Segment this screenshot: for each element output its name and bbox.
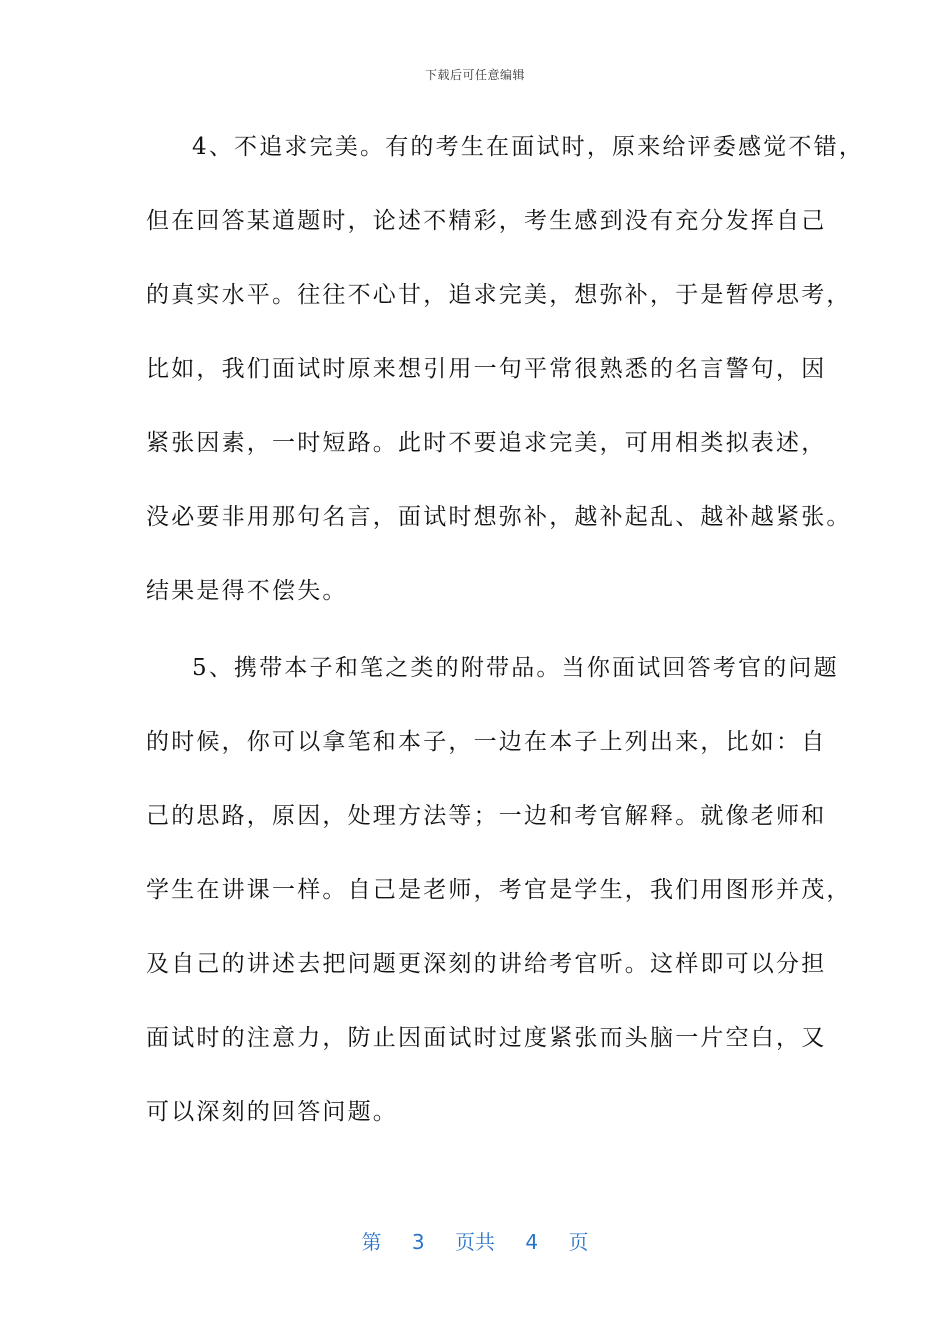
text-line: 比如，我们面试时原来想引用一句平常很熟悉的名言警句，因	[146, 356, 827, 382]
page-suffix: 页	[568, 1230, 589, 1254]
text-line: 的时候，你可以拿笔和本子，一边在本子上列出来，比如：自	[146, 729, 827, 755]
text-line: 没必要非用那句名言，面试时想弥补，越补起乱、越补越紧张。	[146, 504, 852, 530]
text-line: 的真实水平。往往不心甘，追求完美，想弥补，于是暂停思考，	[146, 282, 852, 308]
text-line: 但在回答某道题时，论述不精彩，考生感到没有充分发挥自己	[146, 208, 827, 234]
page-header: 下载后可任意编辑	[424, 68, 525, 82]
total-pages-number: 4	[525, 1230, 539, 1254]
text-line: 面试时的注意力，防止因面试时过度紧张而头脑一片空白，又	[146, 1025, 827, 1051]
text-line: 结果是得不偿失。	[146, 578, 348, 604]
page-middle: 页共	[455, 1230, 495, 1254]
text-line: 己的思路，原因，处理方法等；一边和考官解释。就像老师和	[146, 803, 827, 829]
page-prefix: 第	[361, 1230, 382, 1254]
text-line: 学生在讲课一样。自己是老师，考官是学生，我们用图形并茂，	[146, 877, 852, 903]
current-page-number: 3	[411, 1230, 425, 1254]
text-line: 4、不追求完美。有的考生在面试时，原来给评委感觉不错，	[192, 134, 865, 160]
text-line: 紧张因素，一时短路。此时不要追求完美，可用相类拟表述，	[146, 430, 827, 456]
text-line: 及自己的讲述去把问题更深刻的讲给考官听。这样即可以分担	[146, 951, 827, 977]
page-footer	[0, 1226, 950, 1255]
text-line: 5、携带本子和笔之类的附带品。当你面试回答考官的问题	[192, 655, 839, 681]
text-line: 可以深刻的回答问题。	[146, 1099, 398, 1125]
